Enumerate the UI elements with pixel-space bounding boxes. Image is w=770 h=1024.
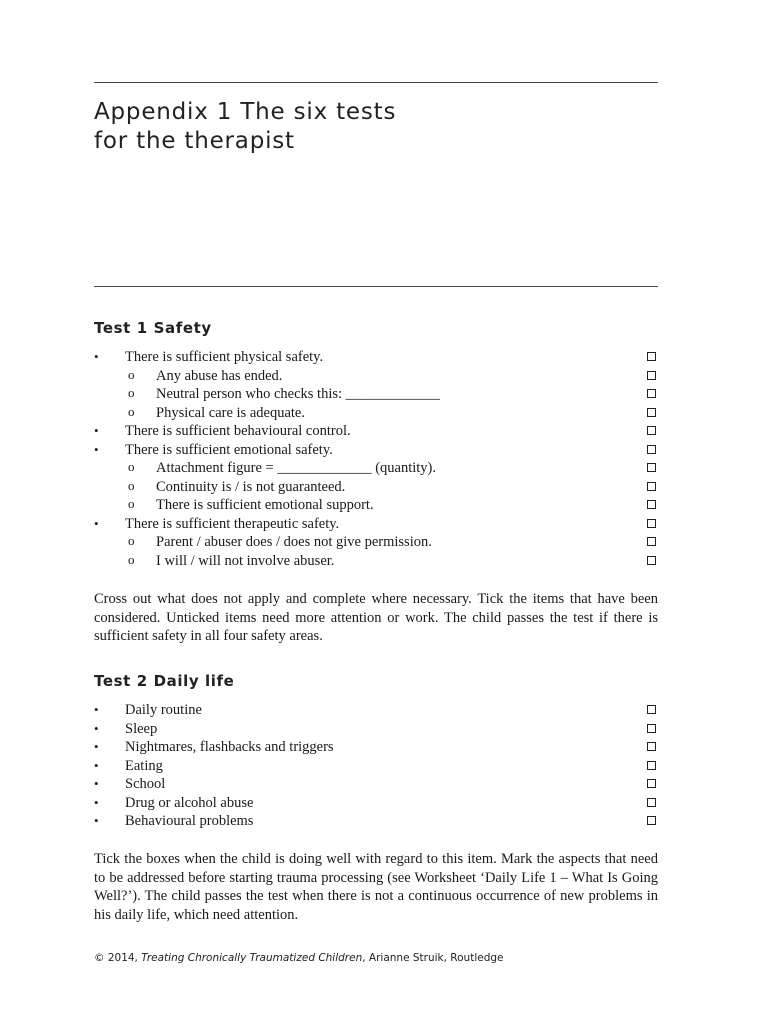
sub-bullet-icon: o	[128, 477, 135, 493]
bullet-icon: •	[94, 423, 99, 438]
bullet-icon: •	[94, 813, 99, 828]
test2-checklist-item	[94, 775, 658, 794]
test2-checklist-item	[94, 794, 658, 813]
checkbox[interactable]	[647, 779, 656, 788]
test2-checklist-item	[94, 701, 658, 720]
sub-bullet-icon: o	[128, 496, 135, 511]
test1-checklist-item	[94, 422, 658, 441]
checklist-item-label: School	[125, 776, 166, 792]
checkbox[interactable]	[647, 463, 656, 472]
bullet-icon: •	[94, 739, 99, 754]
checklist-item-label: Continuity is / is not guaranteed.	[156, 478, 346, 495]
test1-checklist-item	[94, 385, 658, 404]
checklist-item-label: Any abuse has ended.	[156, 367, 283, 384]
checklist-item-label: There is sufficient emotional safety.	[125, 441, 333, 458]
test1-checklist-item	[94, 459, 658, 478]
checkbox[interactable]	[647, 537, 656, 546]
test2-checklist-item	[94, 738, 658, 757]
sub-bullet-icon: o	[128, 533, 135, 548]
sub-bullet-icon: o	[128, 403, 135, 419]
test1-checklist-item	[94, 348, 658, 367]
bullet-icon: •	[94, 794, 99, 810]
checkbox[interactable]	[647, 500, 656, 509]
checkbox[interactable]	[647, 724, 656, 733]
checklist-item-label: There is sufficient physical safety.	[125, 349, 324, 365]
sub-bullet-icon: o	[128, 459, 135, 474]
page-title	[94, 98, 396, 156]
bottom-rule	[94, 286, 658, 287]
bullet-icon: •	[94, 515, 99, 531]
checklist-item-label: Nightmares, flashbacks and triggers	[125, 739, 334, 755]
test2-checklist-item	[94, 812, 658, 831]
bullet-icon: •	[94, 702, 99, 717]
checklist-item-label: There is sufficient behavioural control.	[125, 423, 351, 439]
checklist-item-label: Neutral person who checks this: _____________	[156, 386, 440, 402]
checklist-item-label: Eating	[125, 757, 163, 774]
checklist-item-label: There is sufficient emotional support.	[156, 497, 374, 513]
checkbox[interactable]	[647, 742, 656, 751]
checkbox[interactable]	[647, 371, 656, 380]
footer-author-publisher: , Arianne Struik, Routledge	[362, 952, 504, 964]
checklist-item-label: I will / will not involve abuser.	[156, 552, 335, 569]
sub-bullet-icon: o	[128, 385, 135, 400]
checkbox[interactable]	[647, 705, 656, 714]
test1-checklist-item	[94, 496, 658, 515]
test2-heading: Test 2 Daily life	[94, 672, 235, 690]
test1-checklist	[94, 348, 658, 570]
test1-checklist-item	[94, 404, 658, 423]
page-footer	[94, 952, 504, 964]
sub-bullet-icon: o	[128, 366, 135, 382]
checklist-item-label: Parent / abuser does / does not give permission.	[156, 534, 432, 550]
checklist-item-label: Drug or alcohol abuse	[125, 794, 254, 811]
checklist-item-label: There is sufficient therapeutic safety.	[125, 515, 340, 532]
title-line-1: Appendix 1 The six tests	[94, 99, 397, 125]
test1-checklist-item	[94, 533, 658, 552]
test2-checklist	[94, 701, 658, 831]
checkbox[interactable]	[647, 389, 656, 398]
checkbox[interactable]	[647, 816, 656, 825]
document-page	[94, 0, 658, 1024]
title-line-2: for the therapist	[94, 128, 295, 154]
bullet-icon: •	[94, 441, 99, 457]
top-rule	[94, 82, 658, 83]
test2-checklist-item	[94, 720, 658, 739]
test2-checklist-item	[94, 757, 658, 776]
bullet-icon: •	[94, 757, 99, 773]
test1-checklist-item	[94, 515, 658, 534]
test1-checklist-item	[94, 367, 658, 386]
footer-book-title: Treating Chronically Traumatized Children	[141, 952, 363, 964]
checkbox[interactable]	[647, 426, 656, 435]
checkbox[interactable]	[647, 761, 656, 770]
test1-heading: Test 1 Safety	[94, 319, 212, 337]
checkbox[interactable]	[647, 445, 656, 454]
checkbox[interactable]	[647, 556, 656, 565]
checklist-item-label: Physical care is adequate.	[156, 404, 305, 421]
checklist-item-label: Daily routine	[125, 702, 202, 718]
bullet-icon: •	[94, 720, 99, 736]
checkbox[interactable]	[647, 482, 656, 491]
footer-copyright: © 2014,	[94, 952, 142, 964]
test1-instructions: Cross out what does not apply and complete where necessary. Tick the items that have been considered. Unticked items need more attention or work. The child passes the test if there is sufficient safety in all four safety areas.	[94, 591, 658, 644]
checklist-item-label: Sleep	[125, 720, 158, 737]
bullet-icon: •	[94, 349, 99, 364]
sub-bullet-icon: o	[128, 551, 135, 567]
test1-checklist-item	[94, 478, 658, 497]
checklist-item-label: Attachment figure = _____________ (quantity).	[156, 460, 436, 476]
checkbox[interactable]	[647, 519, 656, 528]
test1-checklist-item	[94, 552, 658, 571]
checklist-item-label: Behavioural problems	[125, 813, 254, 829]
checkbox[interactable]	[647, 352, 656, 361]
bullet-icon: •	[94, 776, 99, 791]
checkbox[interactable]	[647, 798, 656, 807]
checkbox[interactable]	[647, 408, 656, 417]
test2-instructions: Tick the boxes when the child is doing well with regard to this item. Mark the aspects that need to be addressed before starting trauma processing (see Worksheet ‘Daily Life 1 – What Is Going Well?’). The child passes the test when there is not a continuous occurrence of new problems in his daily life, which need attention.	[94, 851, 658, 923]
test1-checklist-item	[94, 441, 658, 460]
